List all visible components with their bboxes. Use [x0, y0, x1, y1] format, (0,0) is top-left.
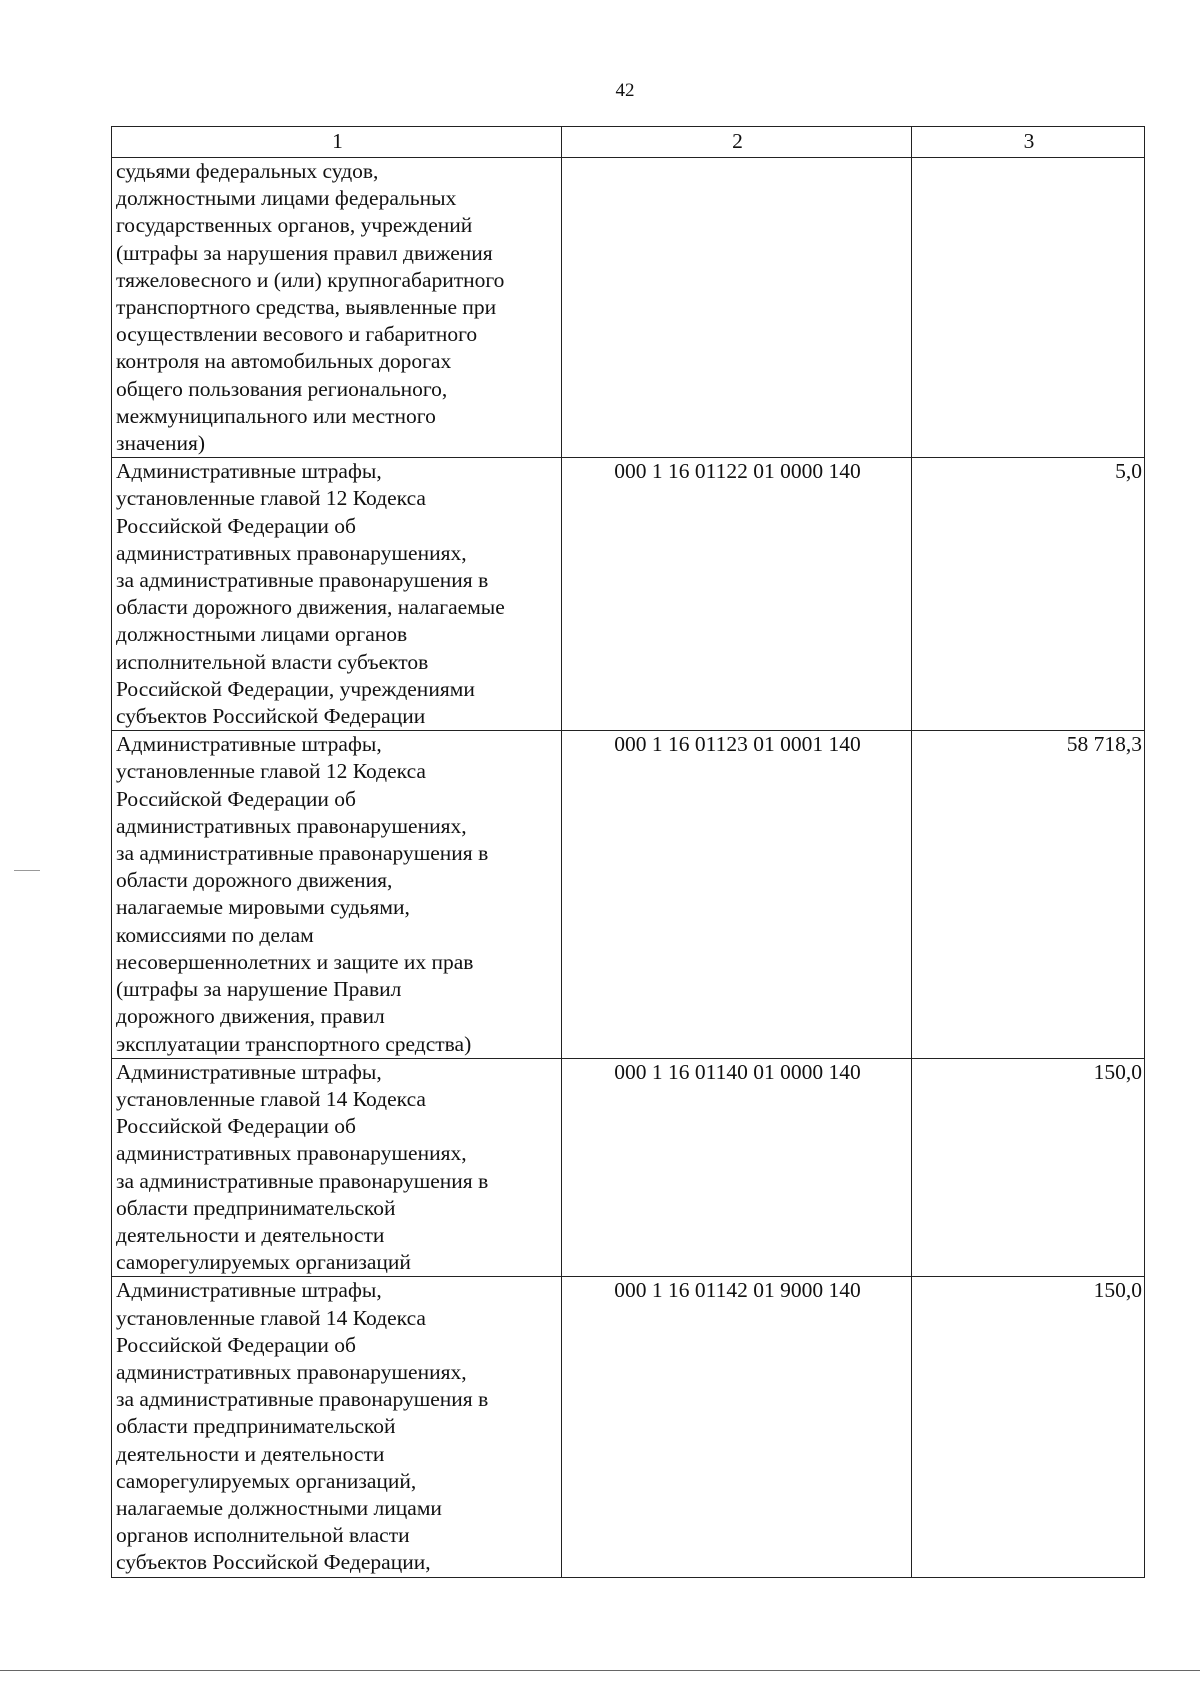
- description-cell: Административные штрафы, установленные главой 14 Кодекса Российской Федерации об административных правонарушениях, за административные правонарушения в области предпринимательской деятельности и деятельности саморегулируемых организаций, налагаемые должностными лицами органов исполнительной власти субъектов Российской Федерации,: [112, 1277, 562, 1577]
- column-header-1: 1: [112, 127, 562, 158]
- budget-code-cell: 000 1 16 01123 01 0001 140: [562, 731, 912, 1058]
- budget-code-cell: 000 1 16 01122 01 0000 140: [562, 458, 912, 731]
- amount-cell: 58 718,3: [912, 731, 1145, 1058]
- amount-cell: 150,0: [912, 1277, 1145, 1577]
- description-cell: судьями федеральных судов, должностными лицами федеральных государственных органов, учреждений (штрафы за нарушения правил движения тяжеловесного и (или) крупногабаритного транспортного средства, выявленные при осуществлении весового и габаритного контроля на автомобильных дорогах общего пользования регионального, межмуниципального или местного значения): [112, 158, 562, 458]
- table-row: [112, 158, 1145, 458]
- column-header-2: 2: [562, 127, 912, 158]
- amount-cell: 150,0: [912, 1058, 1145, 1277]
- amount-cell: [912, 158, 1145, 458]
- page-number: 42: [615, 80, 635, 101]
- page-bottom-rule: [0, 1670, 1200, 1671]
- table-row: [112, 731, 1145, 1058]
- scan-margin-mark: [14, 870, 40, 871]
- budget-code-cell: [562, 158, 912, 458]
- table-header-row: [112, 127, 1145, 158]
- table-row: [112, 1277, 1145, 1577]
- revenue-table: [111, 126, 1145, 1578]
- table-row: [112, 458, 1145, 731]
- amount-cell: 5,0: [912, 458, 1145, 731]
- description-cell: Административные штрафы, установленные главой 12 Кодекса Российской Федерации об административных правонарушениях, за административные правонарушения в области дорожного движения, налагаемые должностными лицами органов исполнительной власти субъектов Российской Федерации, учреждениями субъектов Российской Федерации: [112, 458, 562, 731]
- column-header-3: 3: [912, 127, 1145, 158]
- budget-code-cell: 000 1 16 01140 01 0000 140: [562, 1058, 912, 1277]
- budget-code-cell: 000 1 16 01142 01 9000 140: [562, 1277, 912, 1577]
- description-cell: Административные штрафы, установленные главой 14 Кодекса Российской Федерации об административных правонарушениях, за административные правонарушения в области предпринимательской деятельности и деятельности саморегулируемых организаций: [112, 1058, 562, 1277]
- description-cell: Административные штрафы, установленные главой 12 Кодекса Российской Федерации об административных правонарушениях, за административные правонарушения в области дорожного движения, налагаемые мировыми судьями, комиссиями по делам несовершеннолетних и защите их прав (штрафы за нарушение Правил дорожного движения, правил эксплуатации транспортного средства): [112, 731, 562, 1058]
- table-row: [112, 1058, 1145, 1277]
